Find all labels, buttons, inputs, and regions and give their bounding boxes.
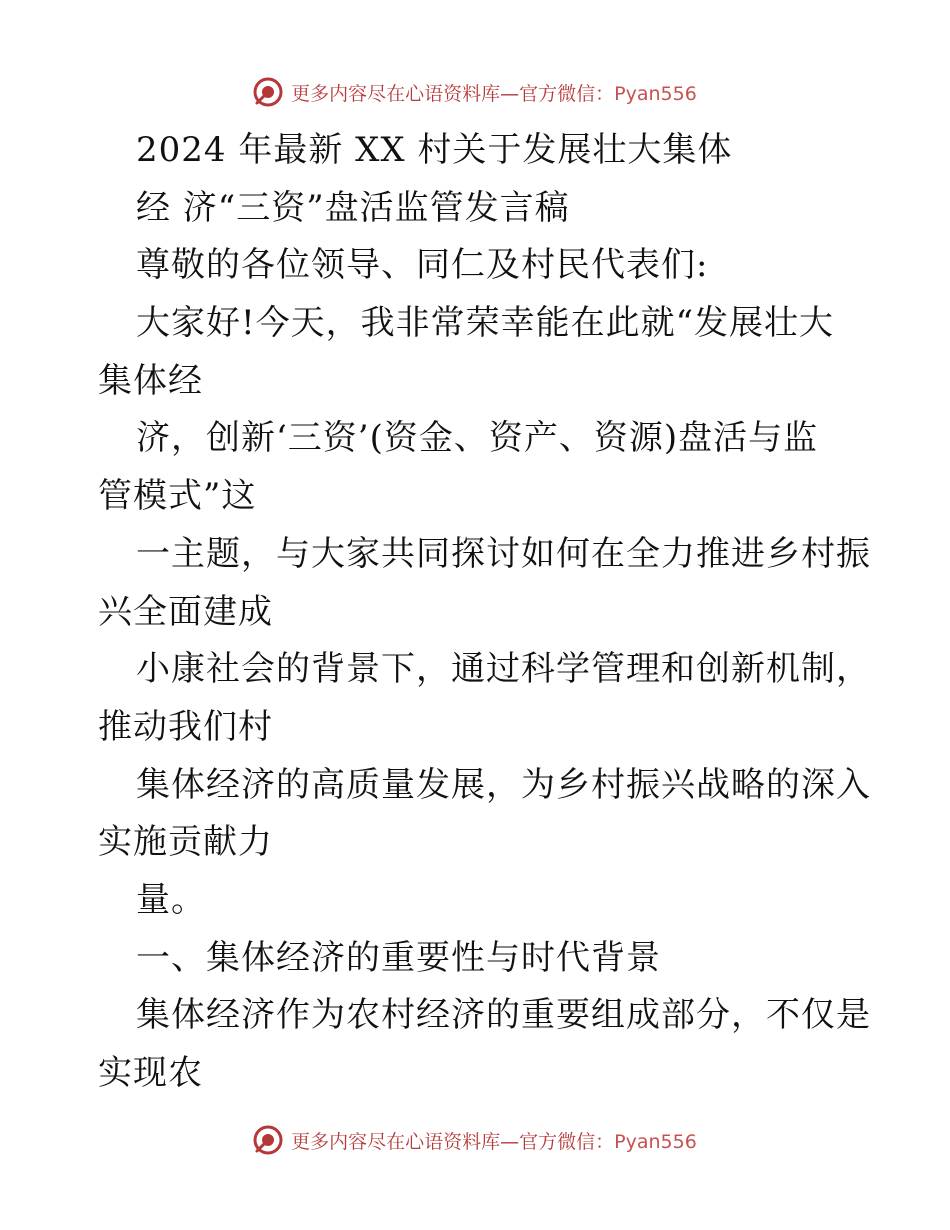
document-title-line-2: 经 济“三资”盘活监管发言稿 [136,187,570,228]
paragraph-line: 大家好!今天，我非常荣幸能在此就“发展壮大 [136,303,835,344]
paragraph-line: 小康社会的背景下，通过科学管理和创新机制， [136,649,871,690]
banner-text [291,1127,697,1154]
paragraph-line: 实现农 [98,1053,203,1093]
footer-banner [0,1120,950,1160]
paragraph-line: 实施贡献力 [98,822,273,863]
header-banner [0,72,950,112]
document-title-line-1: 2024 年最新 XX 村关于发展壮大集体 [136,130,733,170]
banner-message: 更多内容尽在心语资料库—官方微信： [291,1130,615,1153]
paragraph-line: 济，创新‘三资’(资金、资产、资源)盘活与监 [136,418,819,459]
paragraph-line: 推动我们村 [98,706,273,747]
document-body [98,122,871,1103]
red-seal-logo-icon [253,1125,283,1155]
paragraph-line: 兴全面建成 [98,591,273,632]
banner-message: 更多内容尽在心语资料库—官方微信： [291,82,615,105]
paragraph-line: 集体经济的高质量发展，为乡村振兴战略的深入 [136,764,871,805]
red-seal-logo-icon [253,77,283,107]
paragraph-line: 集体经济作为农村经济的重要组成部分，不仅是 [136,995,871,1036]
paragraph-line: 量。 [136,879,206,920]
banner-text [291,79,697,106]
banner-handle: Pyan556 [614,82,697,105]
paragraph-line: 一主题，与大家共同探讨如何在全力推进乡村振 [136,533,871,574]
banner-handle: Pyan556 [614,1130,697,1153]
paragraph-line: 集体经 [98,360,203,401]
section-heading: 一、集体经济的重要性与时代背景 [136,937,661,978]
paragraph-line: 管模式”这 [98,476,257,517]
paragraph-line: 尊敬的各位领导、同仁及村民代表们: [136,245,709,286]
